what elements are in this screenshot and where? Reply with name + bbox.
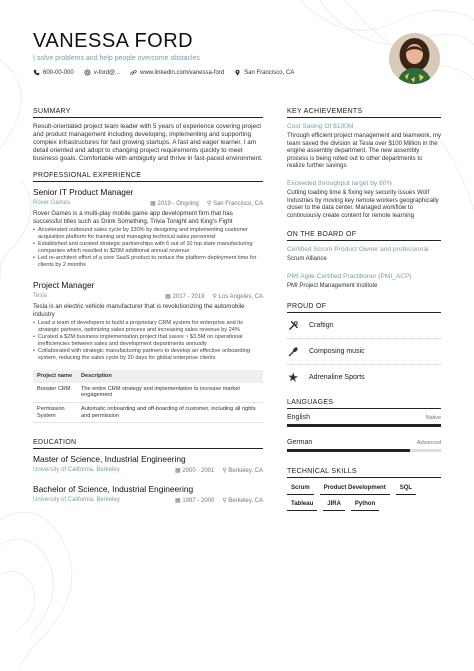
job-dates: ▦ 2019 - Ongoing — [150, 201, 199, 208]
location-pin-icon: ⚲ — [222, 498, 227, 505]
location-pin-icon: ⚲ — [212, 294, 217, 301]
language-item — [287, 439, 441, 452]
skill-tag: JIRA — [323, 499, 345, 511]
email-text: v-ford@... — [93, 69, 121, 76]
location-pin-icon — [234, 69, 241, 76]
project-table — [33, 370, 263, 423]
tools-icon — [287, 319, 299, 331]
skill-tag: Product Development — [320, 483, 390, 495]
board-item — [287, 273, 441, 289]
achievement-title: Cost Saving Of $100M — [287, 123, 354, 130]
experience-heading: PROFESSIONAL EXPERIENCE — [33, 172, 263, 182]
education-dates: ▦ 1997 - 2000 — [174, 498, 215, 505]
calendar-icon: ▦ — [174, 498, 181, 505]
education-heading: EDUCATION — [33, 439, 263, 449]
job-company: Tesla — [33, 293, 48, 300]
achievement-item — [287, 123, 441, 170]
job-location: ⚲ Los Angeles, CA — [212, 294, 263, 301]
achievement-text: Through efficient project management and teamwork, my team saved the division at Tesla over $100 Million in the engine assembly department. The new assembly process is being rolled out to other departments to realize further savings — [287, 132, 442, 170]
education-school: University of California, Berkeley — [33, 497, 120, 504]
location-pin-icon: ⚲ — [206, 201, 212, 208]
email-contact[interactable] — [84, 69, 120, 76]
job-dates: ▦ 2017 - 2019 — [165, 294, 205, 301]
location-text: San Francisco, CA — [244, 69, 295, 76]
list-item: • Curated a $2M business implementation project that saves ~ $3.5M on operational inefficiencies between sales and development departments annually — [33, 334, 263, 348]
avatar — [389, 33, 440, 84]
job-meta — [33, 200, 263, 207]
achievements-heading: KEY ACHIEVEMENTS — [287, 108, 441, 118]
proud-label: Adrenaline Sports — [309, 374, 365, 382]
job-entry — [33, 187, 263, 269]
education-degree: Bachelor of Science, Industrial Engineering — [33, 484, 194, 495]
list-item: • Led re-architect effort of a core SaaS product to reduce the platform deployment time for clients by 2 months — [33, 255, 263, 269]
summary-heading: SUMMARY — [33, 108, 263, 118]
language-bar-fill — [287, 424, 441, 427]
at-icon — [84, 69, 91, 76]
education-school: University of California, Berkeley — [33, 467, 120, 474]
resume-header — [33, 30, 333, 76]
proud-label: Composing music — [309, 347, 365, 355]
table-cell-description: Automatic onboarding and off-boarding of customer, including all rights and permission — [77, 403, 263, 423]
skill-tag: SQL — [396, 483, 416, 495]
language-item — [287, 414, 441, 427]
job-title: Senior IT Product Manager — [33, 187, 134, 198]
linkedin-contact[interactable] — [130, 69, 224, 76]
job-description: Tesla is an electric vehicle manufacturer that is revolutionizing the automobile industry — [33, 303, 245, 319]
candidate-tagline: I solve problems and help people overcome obstacles — [33, 55, 200, 62]
board-item — [287, 246, 441, 262]
board-title: PMI Agile Certified Practitioner (PMI_ACP) — [287, 273, 412, 281]
table-row — [33, 383, 263, 403]
skills-heading: TECHNICAL SKILLS — [287, 468, 441, 478]
skill-tag: Tableau — [287, 499, 317, 511]
achievement-item — [287, 180, 441, 219]
proud-label: Craftign — [309, 321, 334, 329]
proud-item — [287, 370, 441, 391]
table-header-description: Description — [77, 370, 263, 382]
calendar-icon: ▦ — [150, 201, 156, 208]
proud-item — [287, 344, 441, 365]
education-entry — [33, 454, 263, 474]
job-company: Rover Games — [33, 200, 71, 207]
job-meta — [33, 293, 263, 300]
achievement-title: Exceeded throughput target by 80% — [287, 179, 393, 187]
job-bullets — [33, 227, 263, 270]
education-degree: Master of Science, Industrial Engineering — [33, 454, 186, 465]
education-dates: ▦ 2000 - 2001 — [174, 468, 215, 475]
education-location: ⚲ Berkeley, CA — [222, 498, 263, 505]
location-pin-icon: ⚲ — [222, 468, 227, 475]
phone-text: 600-00-000 — [43, 69, 74, 76]
candidate-name: VANESSA FORD — [33, 30, 194, 52]
table-row — [33, 403, 263, 423]
skills-list — [287, 483, 441, 511]
right-column — [287, 108, 441, 511]
avatar-photo — [389, 33, 440, 84]
language-level: Native — [425, 415, 441, 422]
job-entry — [33, 280, 263, 362]
phone-icon — [33, 69, 40, 76]
job-bullets — [33, 320, 263, 363]
linkedin-text: www.linkedin.com/vanessa-ford — [140, 69, 225, 76]
language-bar-fill — [287, 449, 410, 452]
link-icon — [130, 69, 137, 76]
left-column — [33, 108, 263, 504]
proud-list — [287, 318, 441, 391]
language-bar — [287, 424, 441, 427]
calendar-icon: ▦ — [165, 294, 171, 301]
achievement-text: Cutting loading time & fixing key security issues Wolf Industries by moving key remote workers geographically closer to the data center. Managed workflow to continuously create content for remote learning — [287, 188, 439, 219]
table-header-row — [33, 370, 263, 382]
table-header-project: Project name — [33, 370, 77, 382]
job-description: Rover Games is a multi-play mobile game app development firm that has successful titles such as Drink Something, Trivia Tonight and King's Fight — [33, 210, 233, 226]
education-location: ⚲ Berkeley, CA — [222, 468, 263, 475]
education-meta — [33, 467, 263, 474]
language-level: Advanced — [417, 440, 441, 447]
job-location: ⚲ San Francisco, CA — [206, 201, 263, 208]
proud-item — [287, 318, 441, 339]
table-cell-description: The entire CRM strategy and implementation to increase market engagement — [77, 383, 263, 403]
skill-tag: Scrum — [287, 483, 314, 495]
education-entry — [33, 484, 263, 504]
language-name: English — [287, 414, 310, 422]
summary-text: Result-orientated project team leader with 5 years of experience covering project and product management including developing, implementing and supporting complex infrastructures for fast growing startups. A fast and eager learner, I am detail oriented and adopt to changing project requirements quickly to meet business goals. Comfortable with ambiguity and thrive in fast-paced environment. — [33, 123, 263, 163]
skill-tag: Python — [351, 499, 379, 511]
job-title: Project Manager — [33, 280, 95, 291]
calendar-icon: ▦ — [174, 468, 181, 475]
list-item: • Established and curated strategic partnerships with 6 out of 10 top state manufacturing companies which resulted in $20M additional annual revenue — [33, 241, 263, 255]
list-item: • Accelerated outbound sales cycle by 330% by designing and implementing customer acquisition platform for training and managing technical sales personnel — [33, 227, 263, 241]
proud-heading: PROUD OF — [287, 303, 441, 313]
contact-row — [33, 69, 333, 76]
location-contact — [234, 69, 294, 76]
languages-heading: LANGUAGES — [287, 399, 441, 409]
table-cell-name: Booster CRM — [33, 383, 77, 403]
list-item: • Collaborated with strategic manufacturing partners to develop an effective onboarding system, reducing the sales cycle by 20 days for global enterprise clients — [33, 348, 263, 362]
music-icon — [287, 345, 299, 357]
board-heading: ON THE BOARD OF — [287, 231, 441, 241]
table-cell-name: Permission System — [33, 403, 77, 423]
lightning-icon — [287, 372, 299, 384]
board-org: Scrum Alliance — [287, 256, 327, 263]
language-bar — [287, 449, 441, 452]
board-title: Certified Scrum Product Owner and professional — [287, 246, 429, 254]
education-meta — [33, 497, 263, 504]
language-name: German — [287, 439, 313, 447]
board-org: PMI Project Management Institute — [287, 283, 378, 290]
list-item: • Lead a team of developers to build a proprietary CRM system for enterprise and its strategic partners, optimizing sales process and increasing sales revenue by 24% — [33, 320, 263, 334]
phone-contact[interactable] — [33, 69, 74, 76]
